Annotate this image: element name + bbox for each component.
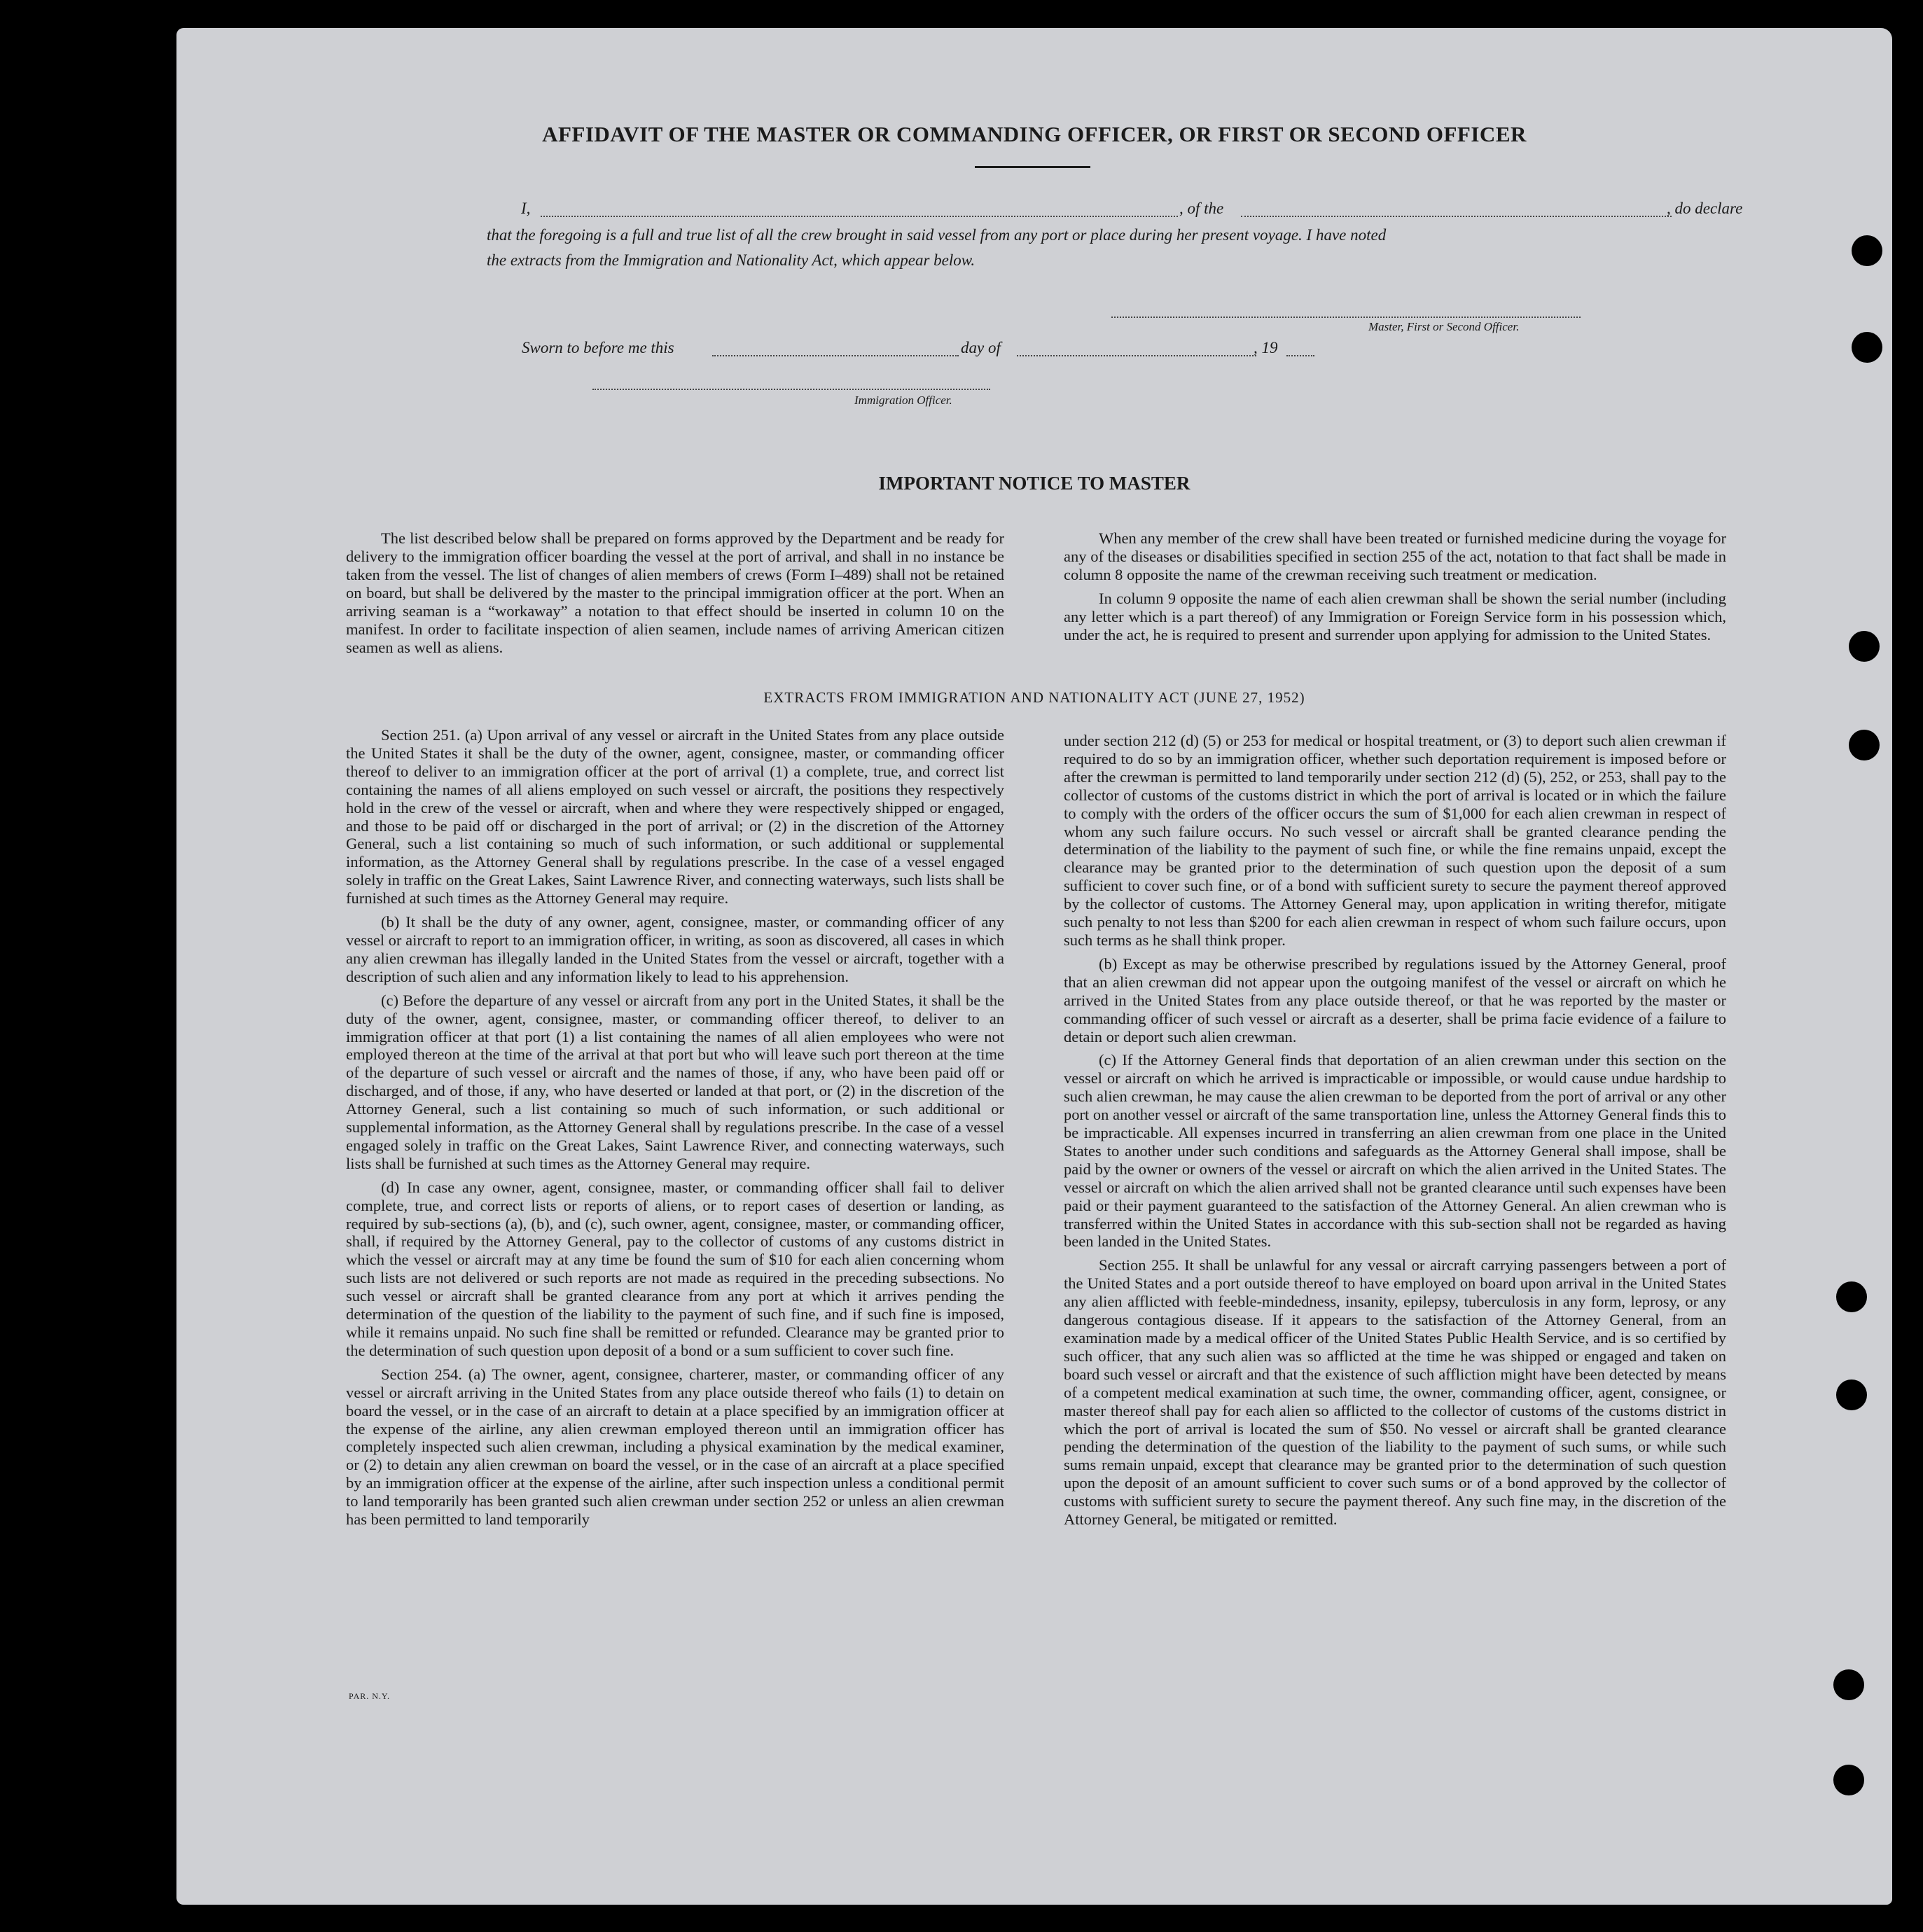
notice-left-paragraph: The list described below shall be prepared on forms approved by the Department and be ready for delivery to the immigration officer boarding the vessel at the port of arrival, and shall in no instance be taken from the vessel. The list of changes of alien members of crews (Form I–489) shall not be retained on board, but shall be delivered by the master to the principal immigration officer at the port. When an arriving seaman is a “workaway” a notation to that effect should be inserted in column 10 on the manifest. In order to facilitate inspection of alien seamen, include names of arriving American citizen seamen as well as aliens. [346, 529, 1004, 656]
name-field[interactable] [541, 216, 1178, 217]
section-255: Section 255. It shall be unlawful for any vessal or aircraft carrying passengers between a port of the United States and a port outside thereof to have employed on board upon arrival in the United States any alien afflicted with feeble-mindedness, insanity, epilepsy, tuberculosis in any form, leprosy, or any dangerous contagious disease. If it appears to the satisfaction of the Attorney General, from an examination made by a medical officer of the United States Public Health Service, and is so certified by such officer, that any such alien was so afflicted at the time he was shipped or engaged and taken on board such vessel or aircraft and that the existence of such affliction might have been detected by means of a competent medical examination at such time, the owner, commanding officer, agent, consignee, or master thereof shall pay for each alien so afflicted to the collector of customs of the customs district in which the port of arrival is located the sum of $50. No vessel or aircraft shall be granted clearance pending the determination of the question of the liability to the payment of such sums, or while such sums remain unpaid, except that clearance may be granted prior to the determination of such question upon the deposit of an amount sufficient to cover such sums or of a bond approved by the collector of customs with sufficient surety to secure the payment thereof. Any such fine may, in the discretion of the Attorney General, be mitigated or remitted. [1064, 1256, 1726, 1529]
punch-hole [1849, 730, 1880, 760]
sworn-year-field[interactable] [1286, 355, 1314, 356]
extracts-right-column [1064, 732, 1726, 1534]
notice-right-paragraph-2: In column 9 opposite the name of each alien crewman shall be shown the serial number (including any letter which is a part thereof) of any Immigration or Foreign Service form in his possession which, under the act, he is required to present and surrender upon applying for admission to the United States. [1064, 589, 1726, 644]
master-signature-label: Master, First or Second Officer. [1368, 320, 1520, 333]
sworn-day-field[interactable] [712, 355, 959, 356]
punch-hole [1852, 332, 1882, 363]
extracts-left-column [346, 726, 1004, 1534]
section-251-a: Section 251. (a) Upon arrival of any vessel or aircraft in the United States from any place outside the United States it shall be the duty of the owner, agent, consignee, master, or commanding officer thereof to deliver to an immigration officer at the port of arrival (1) a complete, true, and correct list containing the names of all aliens employed on such vessel or aircraft, the positions they respectively hold in the crew of the vessel or aircraft, when and where they were respectively shipped or engaged, and those to be paid off or discharged in the port of arrival; or (2) in the discretion of the Attorney General, such a list containing so much of such information, or such additional or supplemental information, as the Attorney General shall by regulations prescribe. In the case of a vessel engaged solely in traffic on the Great Lakes, Saint Lawrence River, and connecting waterways, such lists shall be furnished at such times as the Attorney General may require. [346, 726, 1004, 908]
vessel-field[interactable] [1241, 216, 1672, 217]
extracts-heading: EXTRACTS FROM IMMIGRATION AND NATIONALITY ACT (JUNE 27, 1952) [763, 689, 1305, 706]
punch-hole [1852, 235, 1882, 266]
notice-heading: IMPORTANT NOTICE TO MASTER [878, 473, 1190, 494]
section-251-d: (d) In case any owner, agent, consignee, master, or commanding officer shall fail to deliver complete, true, and correct lists or reports of aliens, or to report cases of desertion or landing, as required by sub-sections (a), (b), and (c), such owner, agent, consignee, master, or commanding officer, shall, if required by the Attorney General, pay to the collector of customs of any customs district in which the vessel or aircraft may at any time be found the sum of $10 for each alien concerning whom such lists are not delivered or such reports are not made as required in the preceding subsections. No such vessel or aircraft shall be granted clearance from any port at which it arrives pending the determination of the question of the liability to the payment of such fine, and if such fine is imposed, while it remains unpaid. No such fine shall be remitted or refunded. Clearance may be granted prior to the determination of such question upon deposit of a bond or a sum sufficient to cover such fine. [346, 1178, 1004, 1359]
notice-right-paragraph-1: When any member of the crew shall have been treated or furnished medicine during the voyage for any of the diseases or disabilities specified in section 255 of the act, notation to that fact shall be made in column 8 opposite the name of the crewman receiving such treatment or medication. [1064, 529, 1726, 583]
affidavit-extracts-line: the extracts from the Immigration and Nationality Act, which appear below. [487, 251, 976, 269]
title-rule [975, 166, 1090, 168]
sworn-month-field[interactable] [1017, 355, 1256, 356]
punch-hole [1849, 631, 1880, 662]
notice-right-column [1064, 529, 1726, 649]
printer-mark: PAR. N.Y. [349, 1691, 391, 1701]
year-label: , 19 [1254, 339, 1278, 356]
punch-hole [1833, 1669, 1864, 1700]
affidavit-title: AFFIDAVIT OF THE MASTER OR COMMANDING OFFICER, OR FIRST OR SECOND OFFICER [542, 122, 1527, 146]
affidavit-i-label: I, [521, 200, 531, 217]
section-254-a: Section 254. (a) The owner, agent, consignee, charterer, master, or commanding officer of any vessel or aircraft arriving in the United States from any place outside thereof who fails (1) to detain on board the vessel, or in the case of an aircraft to detain at a place specified by an immigration officer at the expense of the airline, any alien crewman employed thereon until an immigration officer has completely inspected such alien crewman, including a physical examination by the medical examiner, or (2) to detain any alien crewman on board the vessel, or in the case of an aircraft at a place specified by an immigration officer at the expense of the airline, after such inspection unless a conditional permit to land temporarily has been granted such alien crewman under section 252 or unless an alien crewman has been permitted to land temporarily [346, 1365, 1004, 1529]
do-declare-label: , do declare [1667, 200, 1743, 217]
punch-hole [1836, 1281, 1867, 1312]
officer-signature-line[interactable] [592, 389, 990, 390]
form-sheet [176, 28, 1892, 1905]
section-251-c: (c) Before the departure of any vessel or aircraft from any port in the United States, it shall be the duty of the owner, agent, consignee, master, or commanding officer thereof, to deliver to an immigration officer at that port (1) a list containing the names of all alien employees who were not employed thereon at the time of the arrival at that port but who will leave such port thereon at the time of the departure of such vessel or aircraft and the names of those, if any, who have been paid off or discharged, and of those, if any, who have deserted or landed at that port, or (2) in the discretion of the Attorney General, such a list containing so much of such information, or such additional or supplemental information, as the Attorney General shall by regulations prescribe. In the case of a vessel engaged solely in traffic on the Great Lakes, Saint Lawrence River, and connecting waterways, such lists shall be furnished at such times as the Attorney General may require. [346, 991, 1004, 1172]
section-254-a-continued: under section 212 (d) (5) or 253 for medical or hospital treatment, or (3) to deport such alien crewman if required to do so by an immigration officer, whether such deportation requirement is imposed before or after the crewman is permitted to land temporarily under section 212 (d) (5), 252, or 253, shall pay to the collector of customs of the customs district in which the port of arrival is located or in which the failure to comply with the orders of the officer occurs the sum of $1,000 for each alien crewman in respect of whom any such failure occurs. No such vessel or aircraft shall be granted clearance pending the determination of the liability to the payment of such fine, or while the fine remains unpaid, except the clearance may be granted prior to the determination of such question upon the deposit of a sum sufficient to cover such fine, or of a bond with sufficient surety to secure the payment thereof approved by the collector of customs. The Attorney General may, upon application in writing therefor, mitigate such penalty to not less than $200 for each alien crewman in respect of whom such failure occurs, upon such terms as he shall think proper. [1064, 732, 1726, 949]
section-251-b: (b) It shall be the duty of any owner, agent, consignee, master, or commanding officer of any vessel or aircraft to report to an immigration officer, in writing, as soon as discovered, all cases in which any alien crewman has illegally landed in the United States from the vessel or aircraft, together with a description of such alien and any information likely to lead to his apprehension. [346, 913, 1004, 985]
section-254-c: (c) If the Attorney General finds that deportation of an alien crewman under this section on the vessel or aircraft on which he arrived is impracticable or impossible, or would cause undue hardship to such alien crewman, he may cause the alien crewman to be deported from the port of arrival or any other port on another vessel or aircraft of the same transportation line, unless the Attorney General finds this to be impracticable. All expenses incurred in transferring an alien crewman from one place in the United States to another under such conditions and safeguards as the Attorney General shall impose, shall be paid by the owner or owners of the vessel or aircraft on which the alien arrived in the United States. The vessel or aircraft on which the alien arrived shall not be granted clearance until such expenses have been paid or their payment guaranteed to the satisfaction of the Attorney General. An alien crewman who is transferred within the United States in accordance with this sub-section shall not be regarded as having been landed in the United States. [1064, 1051, 1726, 1251]
day-of-label: day of [961, 339, 1001, 356]
master-signature-line[interactable] [1111, 317, 1581, 318]
sworn-label: Sworn to before me this [522, 339, 674, 356]
officer-signature-label: Immigration Officer. [854, 394, 952, 407]
affidavit-statement-line: that the foregoing is a full and true list of all the crew brought in said vessel from any port or place during her present voyage. I have noted [487, 226, 1387, 244]
punch-hole [1833, 1765, 1864, 1795]
punch-hole [1836, 1379, 1867, 1410]
section-254-b: (b) Except as may be otherwise prescribed by regulations issued by the Attorney General, proof that an alien crewman did not appear upon the outgoing manifest of the vessel or aircraft on which he arrived in the United States from any place outside thereof, or that he was reported by the master or commanding officer of such vessel or aircraft as a deserter, shall be prima facie evidence of a failure to detain or deport such alien crewman. [1064, 954, 1726, 1045]
of-the-label: , of the [1179, 200, 1224, 217]
